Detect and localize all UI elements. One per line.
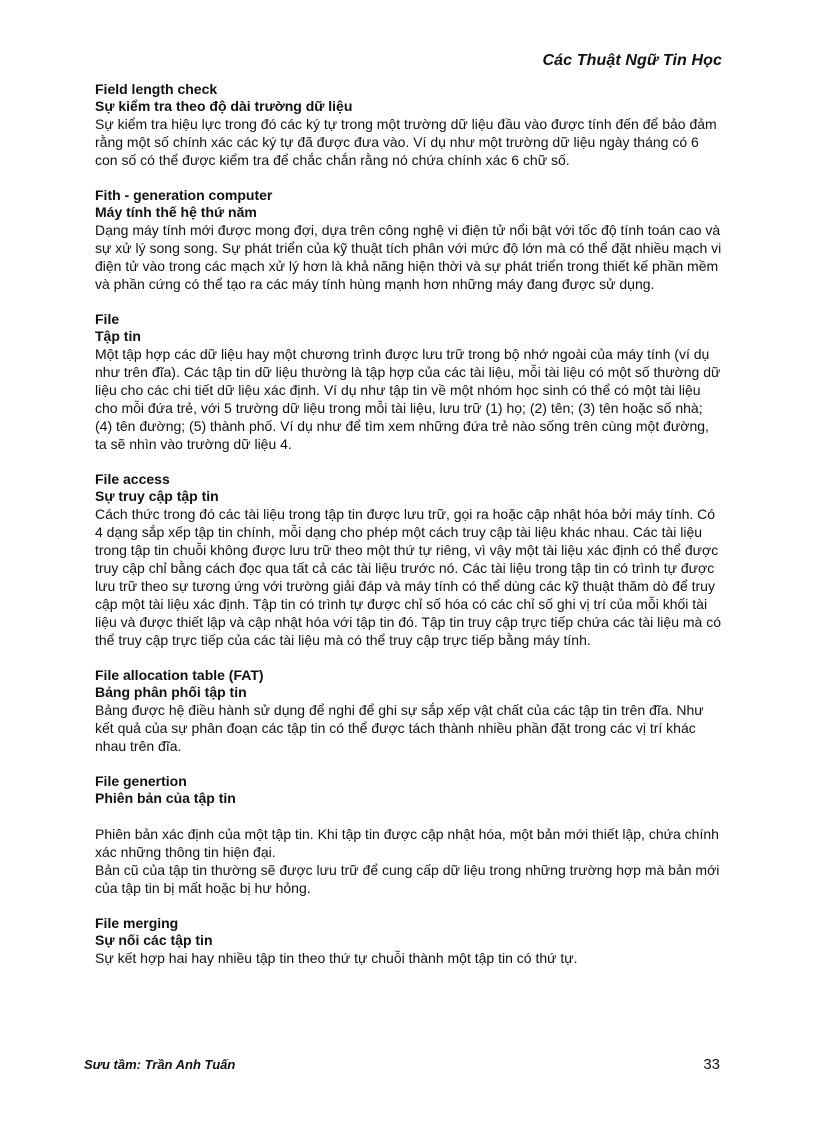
- entry-translation: Sự truy cập tập tin: [95, 488, 219, 504]
- entry-description: [95, 825, 723, 897]
- entry-description: [95, 949, 723, 967]
- glossary-entry: [95, 311, 723, 453]
- entry-description: [95, 115, 723, 169]
- entry-term: Field length check: [95, 81, 218, 97]
- entry-description: [95, 701, 723, 755]
- blank-line: [95, 807, 723, 825]
- entry-translation: Phiên bản của tập tin: [95, 790, 236, 806]
- glossary-entry: [95, 471, 723, 649]
- entry-description: [95, 505, 723, 649]
- glossary-entry: [95, 187, 723, 293]
- page-number: 33: [703, 1056, 720, 1073]
- description-paragraph: Sự kiểm tra hiệu lực trong đó các ký tự trong một trường dữ liệu đầu vào được tính đến để bảo đảm rằng một số chính xác các ký tự đã được đưa vào. Ví dụ như một trường dữ liệu ngày tháng có 6 con số có thể được kiểm tra để chắc chắn rằng nó chứa chính xác 6 chữ số.: [95, 116, 717, 168]
- description-paragraph: Dạng máy tính mới được mong đợi, dựa trên công nghệ vi điện tử nổi bật với tốc độ tính toán cao và sự xử lý song song. Sự phát triển của kỹ thuật tích phân với mức độ lớn mà có thể đặt nhiều mạch vi điện tử vào trong các mạch xử lý hơn là khả năng hiện thời và sự phát triển trong thiết kế phần mềm và phần cứng có thể tạo ra các máy tính hùng mạnh hơn những máy đang được sử dụng.: [95, 222, 722, 292]
- entry-translation: Máy tính thế hệ thứ năm: [95, 204, 257, 220]
- glossary-entry: [95, 773, 723, 897]
- entry-term: Fith - generation computer: [95, 187, 273, 203]
- entry-translation: Sự nối các tập tin: [95, 932, 213, 948]
- entry-translation: Sự kiểm tra theo độ dài trường dữ liệu: [95, 98, 353, 114]
- entry-term: File genertion: [95, 773, 187, 789]
- entry-description: [95, 221, 723, 293]
- footer-author: Sưu tầm: Trần Anh Tuấn: [84, 1057, 236, 1072]
- description-paragraph: Một tập hợp các dữ liệu hay một chương trình được lưu trữ trong bộ nhớ ngoài của máy tính (ví dụ như trên đĩa). Các tập tin dữ liệu thường là tập hợp của các tài liệu, mỗi tài liệu có một số thường dữ liệu cho các chi tiết dữ liệu xác định. Ví dụ như tập tin về một nhóm học sinh có thể có một tài liệu cho mỗi đứa trẻ, với 5 trường dữ liệu trong mỗi tài liệu, lưu trữ (1) họ; (2) tên; (3) tên hoặc số nhà; (4) tên đường; (5) thành phố. Ví dụ như để tìm xem những đứa trẻ nào sống trên cùng một đường, ta sẽ nhìn vào trường dữ liệu 4.: [95, 346, 721, 452]
- entry-term: File access: [95, 471, 170, 487]
- entry-term: File merging: [95, 915, 179, 931]
- entry-description: [95, 345, 723, 453]
- description-paragraph: Bảng được hệ điều hành sử dụng để nghi để ghi sự sắp xếp vật chất của các tập tin trên đĩa. Như kết quả của sự phân đoạn các tập tin có thể được tách thành nhiều phần đặt trong các vị trí khác nhau trên đĩa.: [95, 702, 704, 754]
- description-paragraph: Cách thức trong đó các tài liệu trong tập tin được lưu trữ, gọi ra hoặc cập nhật hóa bởi máy tính. Có 4 dạng sắp xếp tập tin chính, mỗi dạng cho phép một cách truy cập tài liệu khác nhau. Các tài liệu trong tập tin chuỗi không được lưu trữ theo một thứ tự riêng, vì vậy một tài liệu xác định có thể được truy cập chỉ bằng cách đọc qua tất cả các tài liệu trước nó. Các tài liệu trong tập tin có trình tự được lưu trữ theo sự tương ứng với trường giải đáp và máy tính có thể dùng các kỹ thuật thăm dò để truy cập một tài liệu xác định. Tập tin có trình tự được chỉ số hóa có các chỉ số ghi vị trí của mỗi khối tài liệu và được thiết lập và cập nhật hóa với tập tin đó. Tập tin truy cập trực tiếp chứa các tài liệu mà có thể truy cập trực tiếp của các tài liệu mà có thể truy cập trực tiếp bằng máy tính.: [95, 506, 721, 648]
- entry-term: File: [95, 311, 120, 327]
- glossary-content: [95, 81, 723, 985]
- glossary-entry: [95, 915, 723, 967]
- glossary-entry: [95, 667, 723, 755]
- description-paragraph: Phiên bản xác định của một tập tin. Khi tập tin được cập nhật hóa, một bản mới thiết lập, chứa chính xác những thông tin hiện đại.: [95, 826, 719, 860]
- entry-translation: Bảng phân phối tập tin: [95, 684, 247, 700]
- entry-term: File allocation table (FAT): [95, 667, 264, 683]
- entry-translation: Tập tin: [95, 328, 141, 344]
- page-header-title: Các Thuật Ngữ Tin Học: [542, 52, 722, 69]
- glossary-entry: [95, 81, 723, 169]
- description-paragraph: Bản cũ của tập tin thường sẽ được lưu trữ để cung cấp dữ liệu trong những trường hợp mà bản mới của tập tin bị mất hoặc bị hư hỏng.: [95, 862, 720, 896]
- description-paragraph: Sự kết hợp hai hay nhiều tập tin theo thứ tự chuỗi thành một tập tin có thứ tự.: [95, 950, 578, 966]
